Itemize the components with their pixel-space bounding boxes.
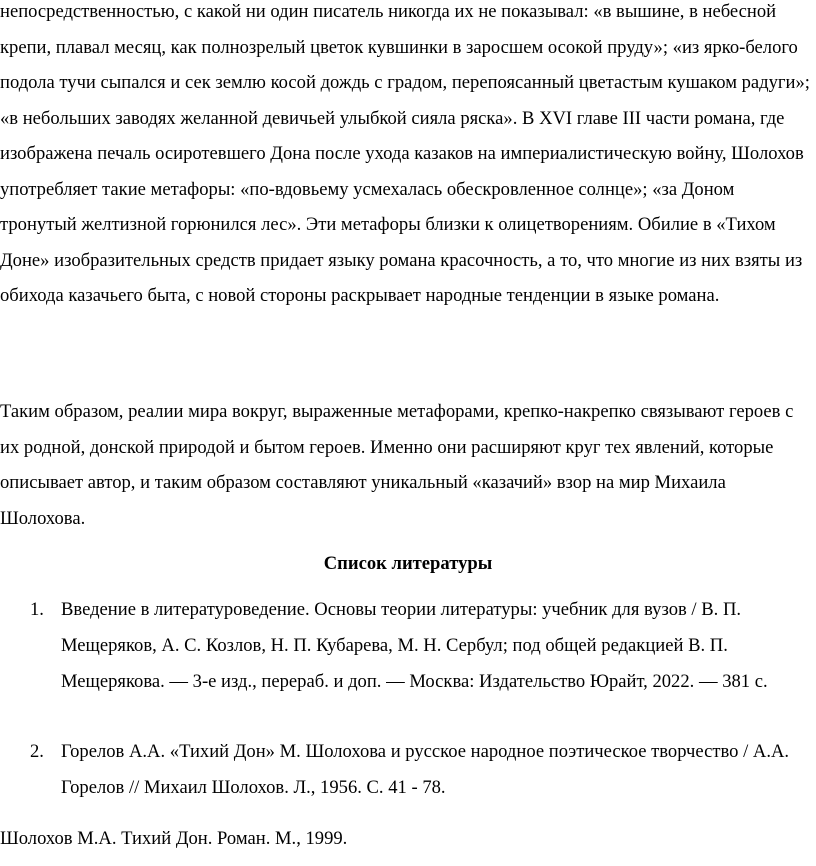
reference-number: 1. bbox=[30, 599, 44, 620]
reference-item-2 bbox=[0, 734, 812, 806]
trailing-reference-line: Шолохов М.А. Тихий Дон. Роман. М., 1999. bbox=[0, 828, 348, 849]
body-paragraph-2: Таким образом, реалии мира вокруг, выраженные метафорами, крепко-накрепко связывают героев с их родной, донской природой и бытом героев. Именно они расширяют круг тех явлений, которые описывает автор, и таким образом составляют уникальный «казачий» взор на мир Михаила Шолохова. bbox=[0, 401, 794, 529]
reference-text: Введение в литературоведение. Основы теории литературы: учебник для вузов / В. П. Мещеряков, А. С. Козлов, Н. П. Кубарева, М. Н. Сербул; под общей редакцией В. П. Мещерякова. — 3-е изд., перераб. и доп. — Москва: Издательство Юрайт, 2022. — 381 с. bbox=[61, 599, 768, 692]
reference-item-1 bbox=[0, 592, 812, 740]
body-paragraph-1: непосредственностью, с какой ни один писатель никогда их не показывал: «в вышине, в небесной крепи, плавал месяц, как полнозрелый цветок кувшинки в заросшем осокой пруду»; «из ярко-белого подола тучи сыпался и сек землю косой дождь с градом, перепоясанный цветастым кушаком радуги»; «в небольших заводях желанной девичьей улыбкой сияла ряска». В XVI главе III части романа, где изображена печаль осиротевшего Дона после ухода казаков на империалистическую войну, Шолохов употребляет такие метафоры: «по-вдовьему усмехалась обескровленное солнце»; «за Доном тронутый желтизной горюнился лес». Эти метафоры близки к олицетворениям. Обилие в «Тихом Доне» изобразительных средств придает языку романа красочность, а то, что многие из них взяты из обихода казачьего быта, с новой стороны раскрывает народные тенденции в языке романа. bbox=[0, 1, 810, 306]
reference-number: 2. bbox=[30, 741, 44, 762]
references-heading: Список литературы bbox=[323, 553, 493, 574]
reference-text: Горелов А.А. «Тихий Дон» М. Шолохова и русское народное поэтическое творчество / А.А. Горелов // Михаил Шолохов. Л., 1956. С. 41 - 78. bbox=[61, 741, 790, 798]
